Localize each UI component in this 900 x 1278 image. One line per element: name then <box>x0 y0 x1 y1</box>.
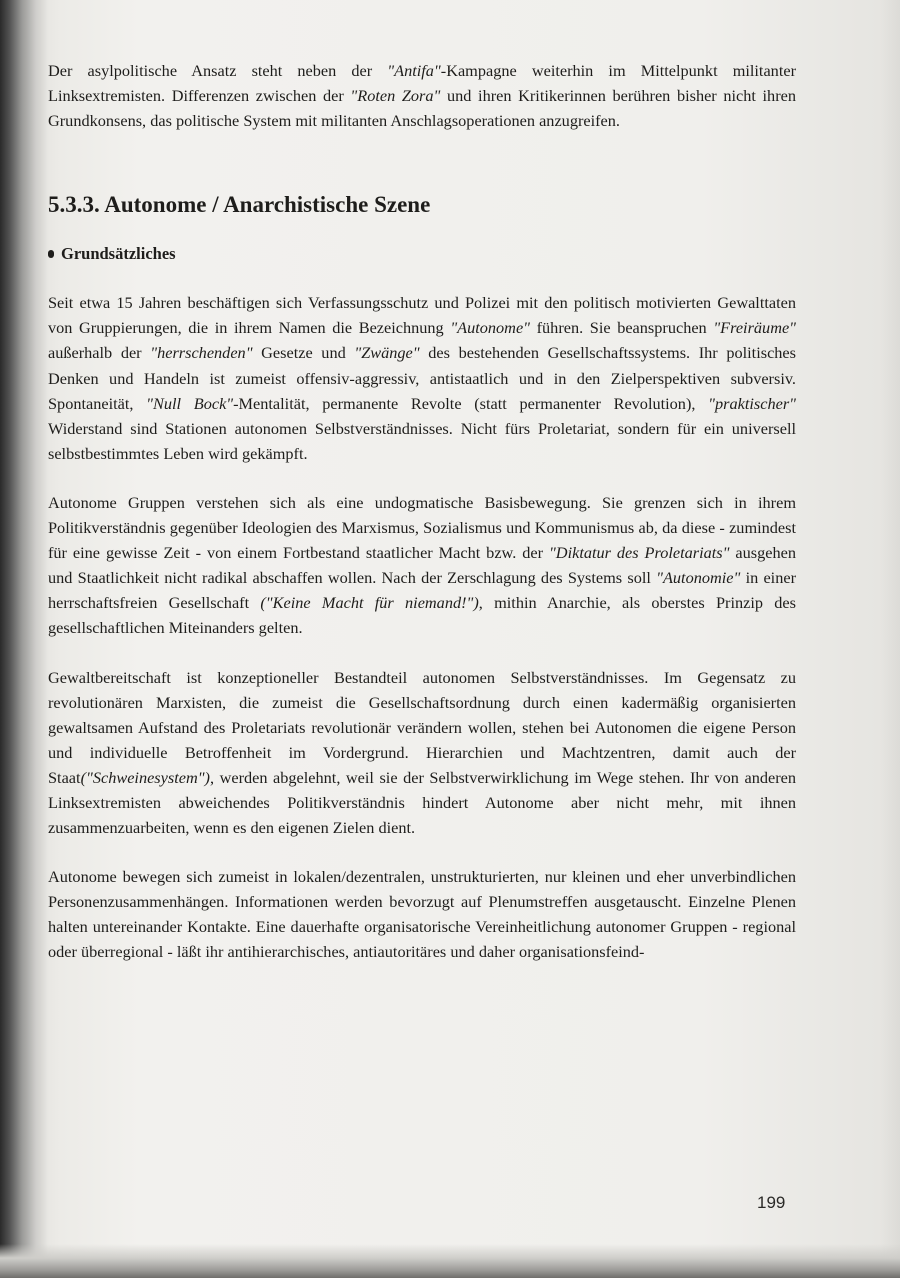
page-content <box>48 58 796 965</box>
bottom-edge-shadow <box>0 1244 900 1278</box>
paragraph-3: Gewaltbereitschaft ist konzeptioneller Bestandteil autonomen Selbstverständnisses. Im Gegensatz zu revolutionären Marxisten, die zumeist die Gesellschaftsordnung durch einen kadermäßig organisierten gewaltsamen Aufstand des Proletariats revolutionär verändern wollen, stehen bei Autonomen die eigene Person und individuelle Betroffenheit im Vordergrund. Hierarchien und Machtzentren, damit auch der Staat("Schweinesystem"), werden abgelehnt, weil sie der Selbstverwirklichung im Wege stehen. Ihr von anderen Linksextremisten abweichendes Politikverständnis hindert Autonome aber nicht mehr, mit ihnen zusammenzuarbeiten, wenn es den eigenen Zielen dient. <box>48 667 796 838</box>
bullet-icon <box>48 250 54 258</box>
paragraph-2: Autonome Gruppen verstehen sich als eine undogmatische Basisbewegung. Sie grenzen sich in ihrem Politikverständnis gegenüber Ideologien des Marxismus, Sozialismus und Kommunismus ab, da diese - zumindest für eine gewisse Zeit - von einem Fortbestand staatlicher Macht bzw. der "Diktatur des Proletariats" ausgehen und Staatlichkeit nicht radikal abschaffen wollen. Nach der Zerschlagung des Systems soll "Autonomie" in einer herrschaftsfreien Gesellschaft ("Keine Macht für niemand!"), mithin Anarchie, als oberstes Prinzip des gesellschaftlichen Miteinanders gelten. <box>48 492 796 638</box>
paragraph-4: Autonome bewegen sich zumeist in lokalen/dezentralen, unstrukturierten, nur kleinen und eher unverbindlichen Personenzusammenhängen. Informationen werden bevorzugt auf Plenumstreffen ausgetauscht. Einzelne Plenen halten untereinander Kontakte. Eine dauerhafte organisatorische Vereinheitlichung autonomer Gruppen - regional oder überregional - läßt ihr antihierarchisches, antiautoritäres und daher organisationsfeind- <box>48 867 796 962</box>
subheading: Grundsätzliches <box>48 241 796 266</box>
paragraph-1: Seit etwa 15 Jahren beschäftigen sich Verfassungsschutz und Polizei mit den politisch motivierten Gewalttaten von Gruppierungen, die in ihrem Namen die Bezeichnung "Autonome" führen. Sie beanspruchen "Freiräume" außerhalb der "herrschenden" Gesetze und "Zwänge" des bestehenden Gesellschaftssystems. Ihr politisches Denken und Handeln ist zumeist offensiv-aggressiv, antistaatlich und in den Zielperspektiven subversiv. Spontaneität, "Null Bock"-Mentalität, permanente Revolte (statt permanenter Revolution), "praktischer" Widerstand sind Stationen autonomen Selbstverständnisses. Nicht fürs Proletariat, sondern für ein universell selbstbestimmtes Leben wird gekämpft. <box>48 293 797 463</box>
binding-shadow <box>0 0 48 1278</box>
section-heading: 5.3.3. Autonome / Anarchistische Szene <box>48 192 431 218</box>
intro-paragraph: Der asylpolitische Ansatz steht neben der "Antifa"-Kampagne weiterhin im Mittelpunkt militanter Linksextremisten. Differenzen zwischen der "Roten Zora" und ihren Kritikerinnen berühren bisher nicht ihren Grundkonsens, das politische System mit militanten Anschlagsoperationen anzugreifen. <box>48 61 796 131</box>
page-number: 199 <box>757 1193 786 1212</box>
